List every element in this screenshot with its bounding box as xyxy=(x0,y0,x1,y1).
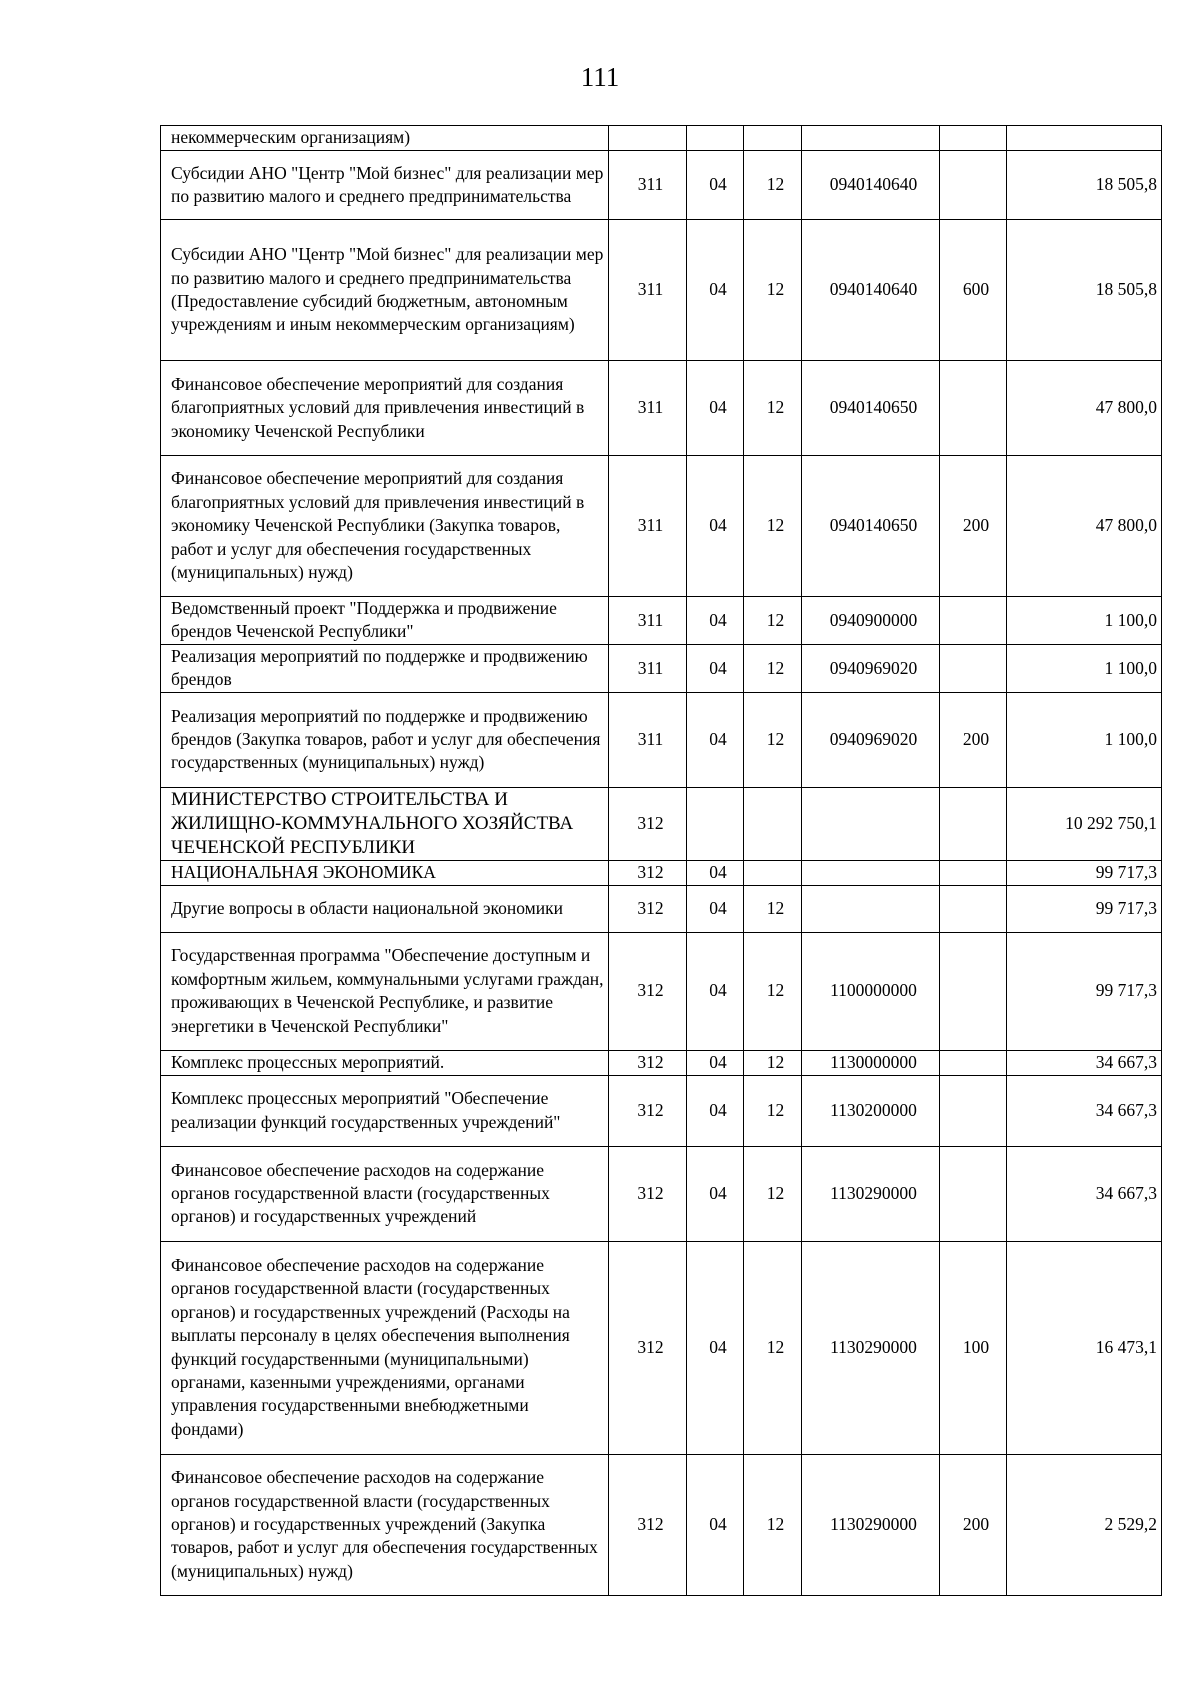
admin-code-cell: 311 xyxy=(609,220,687,361)
expense-type-cell: 100 xyxy=(940,1241,1007,1454)
table-row xyxy=(161,220,1162,361)
admin-code-cell: 311 xyxy=(609,361,687,456)
item-name-cell: Реализация мероприятий по поддержке и продвижению брендов xyxy=(161,644,609,692)
target-article-cell: 1130290000 xyxy=(802,1454,940,1595)
section-code-cell: 04 xyxy=(687,1146,744,1241)
expense-type-cell xyxy=(940,1050,1007,1075)
table-row xyxy=(161,597,1162,645)
section-code-cell: 04 xyxy=(687,456,744,597)
expense-type-cell xyxy=(940,126,1007,151)
admin-code-cell: 312 xyxy=(609,932,687,1050)
expense-type-cell xyxy=(940,597,1007,645)
amount-cell: 47 800,0 xyxy=(1007,361,1162,456)
amount-cell: 1 100,0 xyxy=(1007,692,1162,787)
target-article-cell: 0940969020 xyxy=(802,692,940,787)
item-name-cell: Государственная программа "Обеспечение доступным и комфортным жильем, коммунальными услугами граждан, проживающих в Чеченской Республике, и развитие энергетики в Чеченской Республики" xyxy=(161,932,609,1050)
section-code-cell: 04 xyxy=(687,885,744,932)
item-name-cell: Комплекс процессных мероприятий "Обеспечение реализации функций государственных учреждений" xyxy=(161,1075,609,1146)
subsection-code-cell: 12 xyxy=(744,1241,802,1454)
target-article-cell xyxy=(802,860,940,885)
amount-cell: 1 100,0 xyxy=(1007,644,1162,692)
subsection-code-cell: 12 xyxy=(744,932,802,1050)
admin-code-cell: 312 xyxy=(609,1050,687,1075)
budget-table xyxy=(160,125,1162,1596)
item-name-cell: Ведомственный проект "Поддержка и продвижение брендов Чеченской Республики" xyxy=(161,597,609,645)
table-row xyxy=(161,885,1162,932)
item-name-cell: Комплекс процессных мероприятий. xyxy=(161,1050,609,1075)
amount-cell: 16 473,1 xyxy=(1007,1241,1162,1454)
expense-type-cell xyxy=(940,1146,1007,1241)
section-code-cell xyxy=(687,787,744,860)
subsection-code-cell xyxy=(744,126,802,151)
section-code-cell: 04 xyxy=(687,1075,744,1146)
item-name-cell: некоммерческим организациям) xyxy=(161,126,609,151)
amount-cell: 34 667,3 xyxy=(1007,1050,1162,1075)
admin-code-cell: 312 xyxy=(609,885,687,932)
target-article-cell: 0940140640 xyxy=(802,220,940,361)
expense-type-cell xyxy=(940,1075,1007,1146)
target-article-cell: 1130200000 xyxy=(802,1075,940,1146)
subsection-code-cell: 12 xyxy=(744,1454,802,1595)
table-row xyxy=(161,787,1162,860)
table-row xyxy=(161,151,1162,220)
admin-code-cell: 312 xyxy=(609,1075,687,1146)
expense-type-cell: 600 xyxy=(940,220,1007,361)
amount-cell: 18 505,8 xyxy=(1007,220,1162,361)
amount-cell: 10 292 750,1 xyxy=(1007,787,1162,860)
table-row xyxy=(161,126,1162,151)
target-article-cell: 0940900000 xyxy=(802,597,940,645)
section-code-cell: 04 xyxy=(687,220,744,361)
expense-type-cell: 200 xyxy=(940,1454,1007,1595)
admin-code-cell: 312 xyxy=(609,1241,687,1454)
admin-code-cell: 312 xyxy=(609,787,687,860)
table-row xyxy=(161,1050,1162,1075)
admin-code-cell: 311 xyxy=(609,692,687,787)
item-name-cell: Другие вопросы в области национальной экономики xyxy=(161,885,609,932)
amount-cell: 99 717,3 xyxy=(1007,860,1162,885)
expense-type-cell xyxy=(940,860,1007,885)
subsection-code-cell: 12 xyxy=(744,1146,802,1241)
table-row xyxy=(161,692,1162,787)
table-row xyxy=(161,932,1162,1050)
expense-type-cell xyxy=(940,361,1007,456)
item-name-cell: Финансовое обеспечение расходов на содержание органов государственной власти (государственных органов) и государственных учреждений (Закупка товаров, работ и услуг для обеспечения государственных (муниципальных) нужд) xyxy=(161,1454,609,1595)
section-code-cell: 04 xyxy=(687,644,744,692)
expense-type-cell xyxy=(940,644,1007,692)
amount-cell: 99 717,3 xyxy=(1007,932,1162,1050)
subsection-code-cell: 12 xyxy=(744,361,802,456)
target-article-cell xyxy=(802,787,940,860)
item-name-cell: НАЦИОНАЛЬНАЯ ЭКОНОМИКА xyxy=(161,860,609,885)
subsection-code-cell xyxy=(744,787,802,860)
subsection-code-cell: 12 xyxy=(744,1075,802,1146)
amount-cell: 47 800,0 xyxy=(1007,456,1162,597)
admin-code-cell: 312 xyxy=(609,1146,687,1241)
table-row xyxy=(161,1454,1162,1595)
subsection-code-cell: 12 xyxy=(744,220,802,361)
target-article-cell: 1130000000 xyxy=(802,1050,940,1075)
table-row xyxy=(161,1075,1162,1146)
table-row xyxy=(161,456,1162,597)
expense-type-cell: 200 xyxy=(940,456,1007,597)
amount-cell xyxy=(1007,126,1162,151)
admin-code-cell xyxy=(609,126,687,151)
expense-type-cell xyxy=(940,151,1007,220)
table-row xyxy=(161,644,1162,692)
section-code-cell: 04 xyxy=(687,692,744,787)
subsection-code-cell: 12 xyxy=(744,597,802,645)
admin-code-cell: 311 xyxy=(609,151,687,220)
target-article-cell: 1130290000 xyxy=(802,1146,940,1241)
table-row xyxy=(161,1241,1162,1454)
subsection-code-cell xyxy=(744,860,802,885)
amount-cell: 18 505,8 xyxy=(1007,151,1162,220)
target-article-cell: 0940140650 xyxy=(802,456,940,597)
target-article-cell: 1130290000 xyxy=(802,1241,940,1454)
amount-cell: 34 667,3 xyxy=(1007,1146,1162,1241)
expense-type-cell: 200 xyxy=(940,692,1007,787)
subsection-code-cell: 12 xyxy=(744,1050,802,1075)
target-article-cell xyxy=(802,885,940,932)
item-name-cell: Субсидии АНО "Центр "Мой бизнес" для реализации мер по развитию малого и среднего предпринимательства (Предоставление субсидий бюджетным, автономным учреждениям и иным некоммерческим организациям) xyxy=(161,220,609,361)
item-name-cell: Финансовое обеспечение мероприятий для создания благоприятных условий для привлечения инвестиций в экономику Чеченской Республики (Закупка товаров, работ и услуг для обеспечения государственных (муниципальных) нужд) xyxy=(161,456,609,597)
table-row xyxy=(161,361,1162,456)
page-number: 111 xyxy=(580,62,620,92)
section-code-cell: 04 xyxy=(687,1241,744,1454)
subsection-code-cell: 12 xyxy=(744,456,802,597)
subsection-code-cell: 12 xyxy=(744,644,802,692)
table-row xyxy=(161,1146,1162,1241)
amount-cell: 34 667,3 xyxy=(1007,1075,1162,1146)
section-code-cell: 04 xyxy=(687,932,744,1050)
amount-cell: 2 529,2 xyxy=(1007,1454,1162,1595)
expense-type-cell xyxy=(940,932,1007,1050)
target-article-cell xyxy=(802,126,940,151)
subsection-code-cell: 12 xyxy=(744,151,802,220)
amount-cell: 99 717,3 xyxy=(1007,885,1162,932)
target-article-cell: 0940969020 xyxy=(802,644,940,692)
section-code-cell: 04 xyxy=(687,860,744,885)
expense-type-cell xyxy=(940,787,1007,860)
item-name-cell: Финансовое обеспечение расходов на содержание органов государственной власти (государственных органов) и государственных учреждений (Расходы на выплаты персоналу в целях обеспечения выполнения функций государственными (муниципальными) органами, казенными учреждениями, органами управления государственными внебюджетными фондами) xyxy=(161,1241,609,1454)
item-name-cell: Финансовое обеспечение мероприятий для создания благоприятных условий для привлечения инвестиций в экономику Чеченской Республики xyxy=(161,361,609,456)
admin-code-cell: 312 xyxy=(609,860,687,885)
item-name-cell: МИНИСТЕРСТВО СТРОИТЕЛЬСТВА И ЖИЛИЩНО-КОММУНАЛЬНОГО ХОЗЯЙСТВА ЧЕЧЕНСКОЙ РЕСПУБЛИКИ xyxy=(161,787,609,860)
admin-code-cell: 311 xyxy=(609,456,687,597)
section-code-cell: 04 xyxy=(687,597,744,645)
target-article-cell: 1100000000 xyxy=(802,932,940,1050)
amount-cell: 1 100,0 xyxy=(1007,597,1162,645)
target-article-cell: 0940140640 xyxy=(802,151,940,220)
section-code-cell: 04 xyxy=(687,1454,744,1595)
section-code-cell: 04 xyxy=(687,361,744,456)
expense-type-cell xyxy=(940,885,1007,932)
item-name-cell: Субсидии АНО "Центр "Мой бизнес" для реализации мер по развитию малого и среднего предпринимательства xyxy=(161,151,609,220)
admin-code-cell: 312 xyxy=(609,1454,687,1595)
budget-table-body xyxy=(161,126,1162,1596)
subsection-code-cell: 12 xyxy=(744,885,802,932)
table-row xyxy=(161,860,1162,885)
section-code-cell: 04 xyxy=(687,151,744,220)
target-article-cell: 0940140650 xyxy=(802,361,940,456)
admin-code-cell: 311 xyxy=(609,644,687,692)
section-code-cell xyxy=(687,126,744,151)
item-name-cell: Реализация мероприятий по поддержке и продвижению брендов (Закупка товаров, работ и услуг для обеспечения государственных (муниципальных) нужд) xyxy=(161,692,609,787)
item-name-cell: Финансовое обеспечение расходов на содержание органов государственной власти (государственных органов) и государственных учреждений xyxy=(161,1146,609,1241)
admin-code-cell: 311 xyxy=(609,597,687,645)
section-code-cell: 04 xyxy=(687,1050,744,1075)
subsection-code-cell: 12 xyxy=(744,692,802,787)
